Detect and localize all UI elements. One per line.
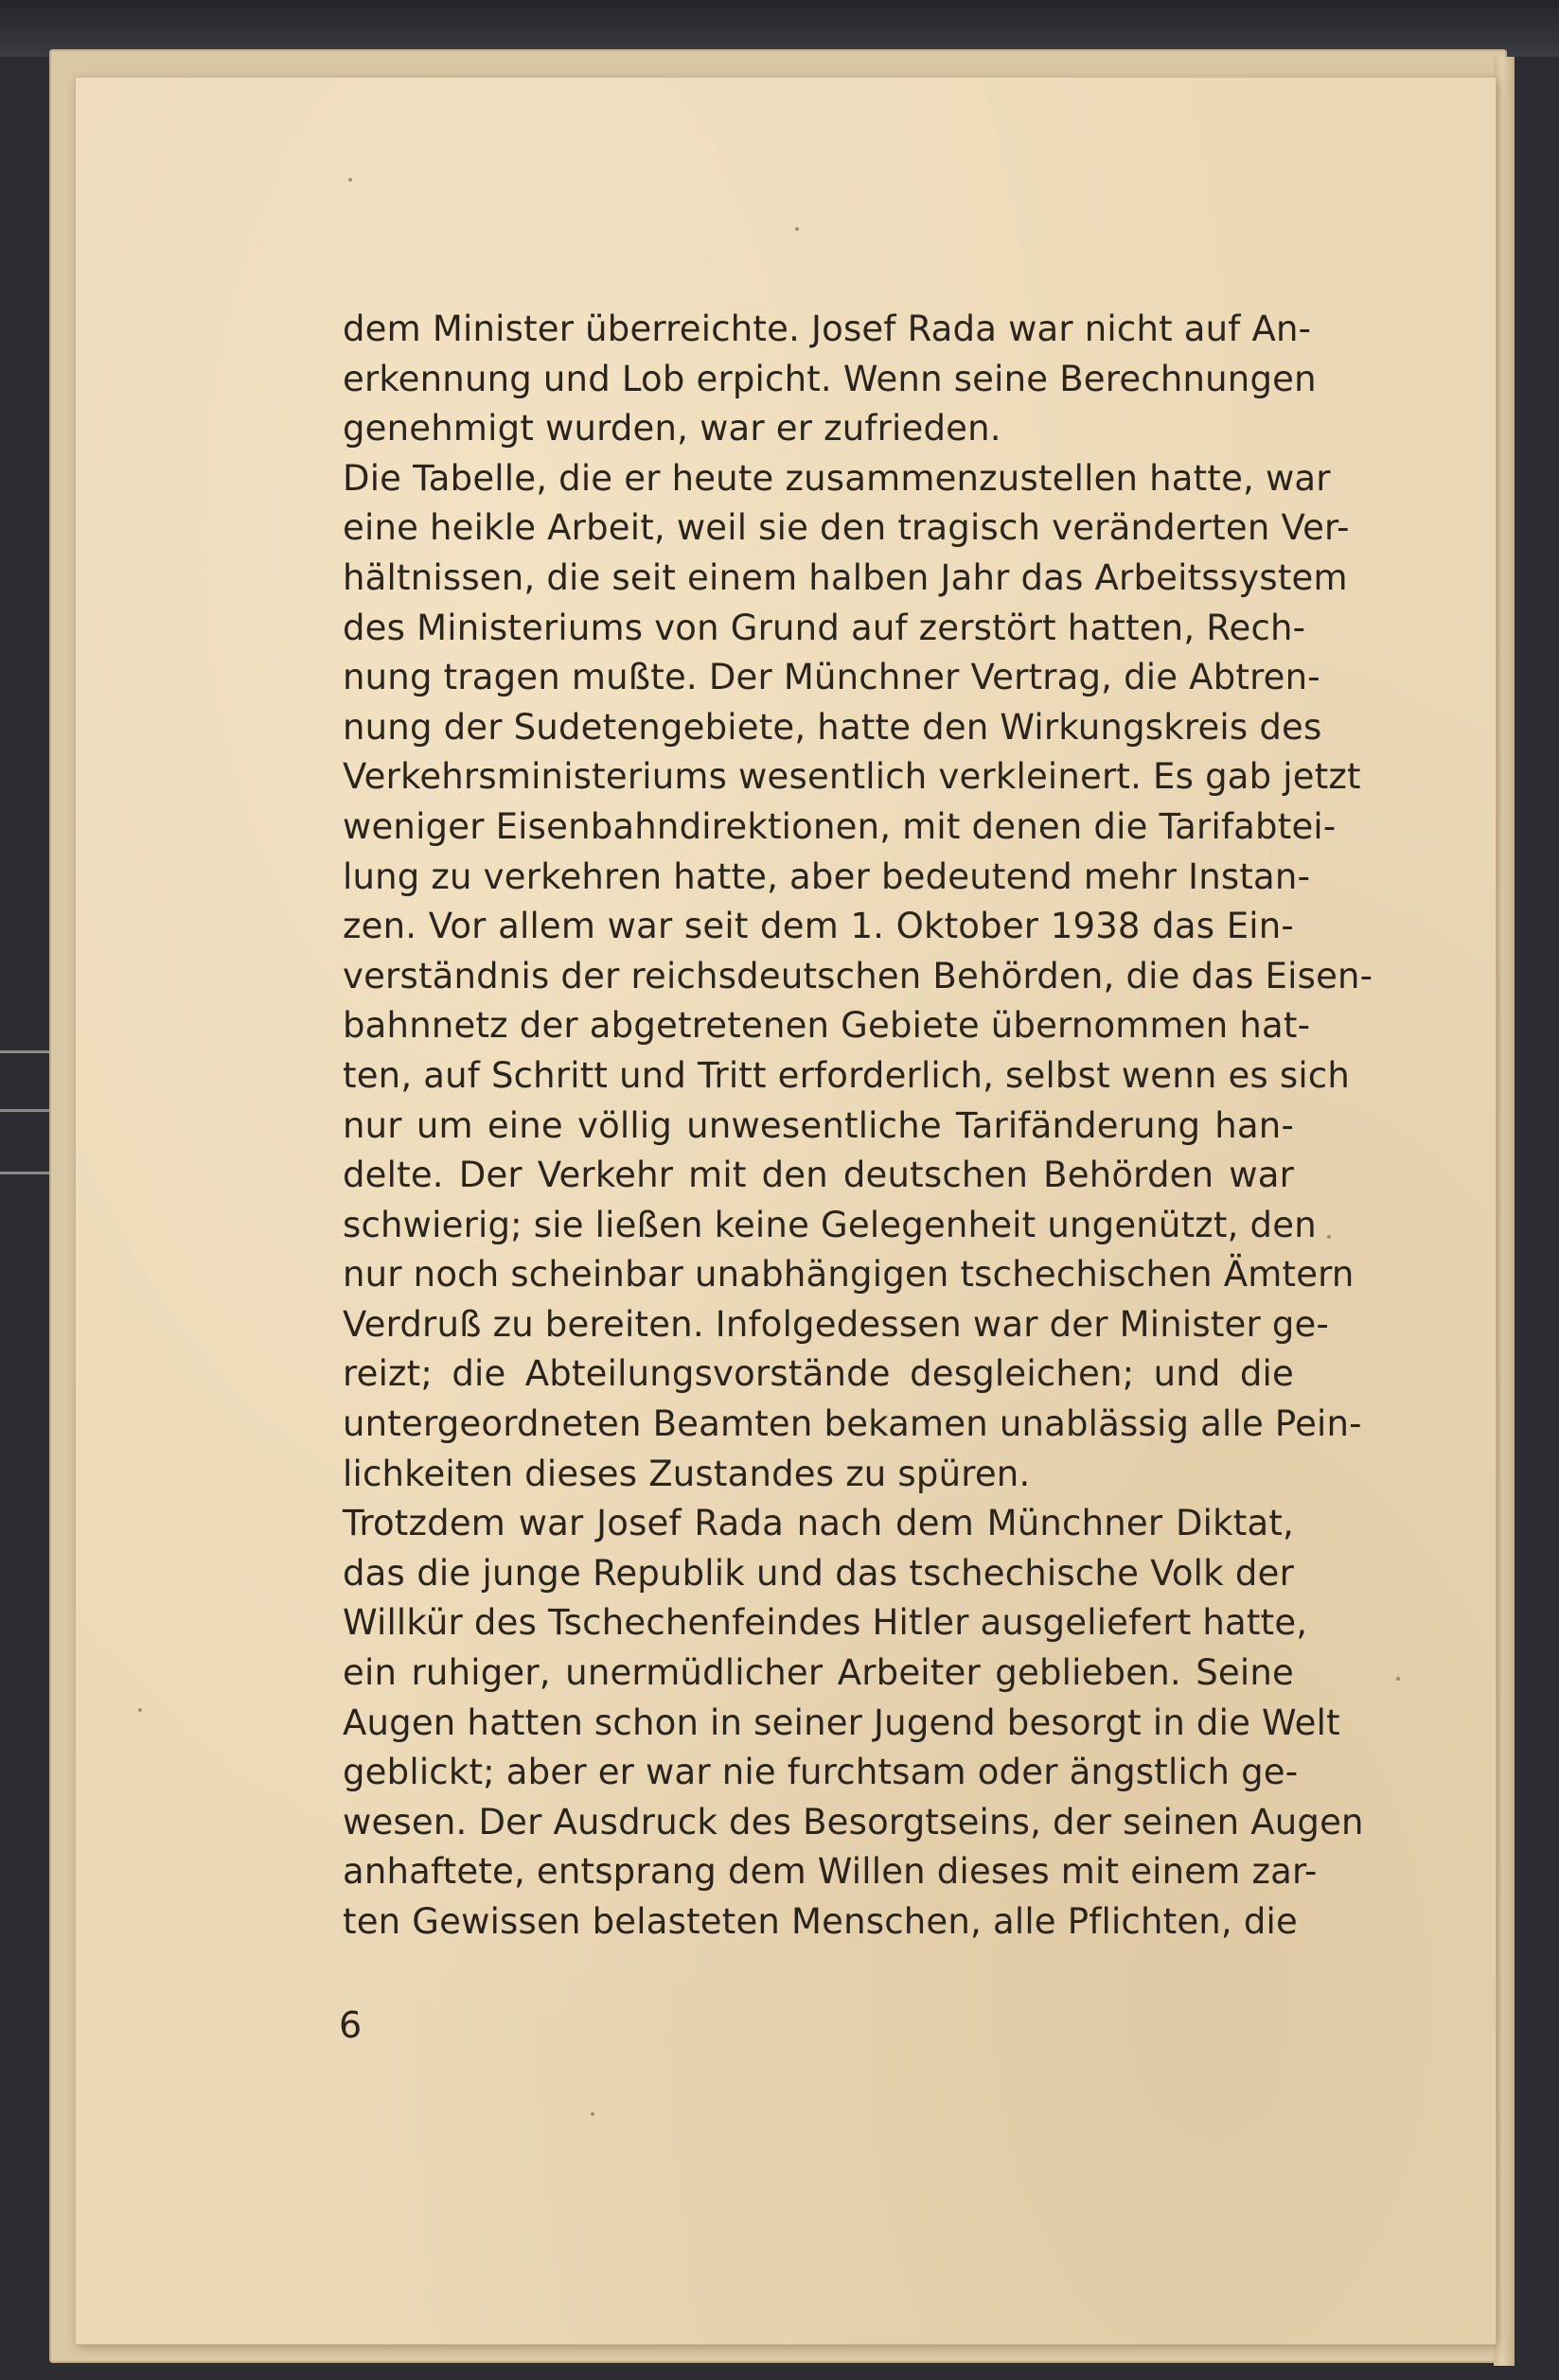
paper-speck xyxy=(591,2112,594,2116)
text-line: das die junge Republik und das tschechische Volk der xyxy=(343,1552,1294,1594)
text-line: verständnis der reichsdeutschen Behörden, die das Eisen- xyxy=(343,955,1373,996)
paper-speck xyxy=(138,1708,142,1712)
paper-speck xyxy=(348,178,352,182)
text-line: dem Minister überreichte. Josef Rada war nicht auf An- xyxy=(343,309,1312,349)
text-line: eine heikle Arbeit, weil sie den tragisch veränderten Ver- xyxy=(343,507,1350,549)
text-line: anhaftete, entsprang dem Willen dieses mit einem zar- xyxy=(343,1851,1318,1893)
text-line: hältnissen, die seit einem halben Jahr das Arbeitssystem xyxy=(343,556,1348,598)
text-line: nung der Sudetengebiete, hatte den Wirkungskreis des xyxy=(343,706,1322,748)
text-line: Trotzdem war Josef Rada nach dem Münchner Diktat, xyxy=(343,1503,1294,1544)
text-line: des Ministeriums von Grund auf zerstört hatten, Rech- xyxy=(343,607,1306,648)
text-line: lichkeiten dieses Zustandes zu spüren. xyxy=(343,1453,1031,1494)
text-line: nur noch scheinbar unabhängigen tschechischen Ämtern xyxy=(343,1254,1355,1296)
text-line: untergeordneten Beamten bekamen unablässig alle Pein- xyxy=(343,1403,1362,1445)
text-line: schwierig; sie ließen keine Gelegenheit ungenützt, den xyxy=(343,1204,1317,1245)
text-line: lung zu verkehren hatte, aber bedeutend mehr Instan- xyxy=(343,855,1311,897)
scan-background xyxy=(0,0,1559,57)
text-line: Verdruß zu bereiten. Infolgedessen war der Minister ge- xyxy=(343,1303,1330,1345)
text-line: bahnnetz der abgetretenen Gebiete übernommen hat- xyxy=(343,1005,1311,1047)
text-line: ein ruhiger, unermüdlicher Arbeiter geblieben. Seine xyxy=(343,1652,1294,1694)
text-line: delte. Der Verkehr mit den deutschen Behörden war xyxy=(343,1155,1294,1196)
text-line: zen. Vor allem war seit dem 1. Oktober 1938 das Ein- xyxy=(343,906,1294,947)
text-line: wesen. Der Ausdruck des Besorgtseins, der seinen Augen xyxy=(343,1801,1364,1842)
body-text xyxy=(343,305,1373,1948)
text-line: nur um eine völlig unwesentliche Tarifänderung han- xyxy=(343,1104,1294,1146)
paper-speck xyxy=(795,227,799,231)
text-line: Die Tabelle, die er heute zusammenzustellen hatte, war xyxy=(343,457,1331,499)
text-line: ten Gewissen belasteten Menschen, alle Pflichten, die xyxy=(343,1901,1298,1942)
page-edge xyxy=(1494,57,1515,2366)
text-line: nung tragen mußte. Der Münchner Vertrag, die Abtren- xyxy=(343,657,1320,698)
binding-marks xyxy=(0,1041,57,1183)
paper-speck xyxy=(1327,1235,1331,1239)
text-line: genehmigt wurden, war er zufrieden. xyxy=(343,408,1001,450)
page-number: 6 xyxy=(339,2004,363,2046)
text-line: Willkür des Tschechenfeindes Hitler ausgeliefert hatte, xyxy=(343,1602,1308,1644)
text-line: reizt; die Abteilungsvorstände desgleichen; und die xyxy=(343,1353,1294,1395)
paper-speck xyxy=(1396,1677,1400,1681)
text-line: geblickt; aber er war nie furchtsam oder ängstlich ge- xyxy=(343,1752,1299,1793)
text-line: weniger Eisenbahndirektionen, mit denen die Tarifabtei- xyxy=(343,805,1337,847)
text-line: erkennung und Lob erpicht. Wenn seine Berechnungen xyxy=(343,358,1317,399)
text-line: ten, auf Schritt und Tritt erforderlich, selbst wenn es sich xyxy=(343,1054,1351,1096)
text-line: Verkehrsministeriums wesentlich verkleinert. Es gab jetzt xyxy=(343,756,1361,798)
text-line: Augen hatten schon in seiner Jugend besorgt in die Welt xyxy=(343,1701,1340,1743)
